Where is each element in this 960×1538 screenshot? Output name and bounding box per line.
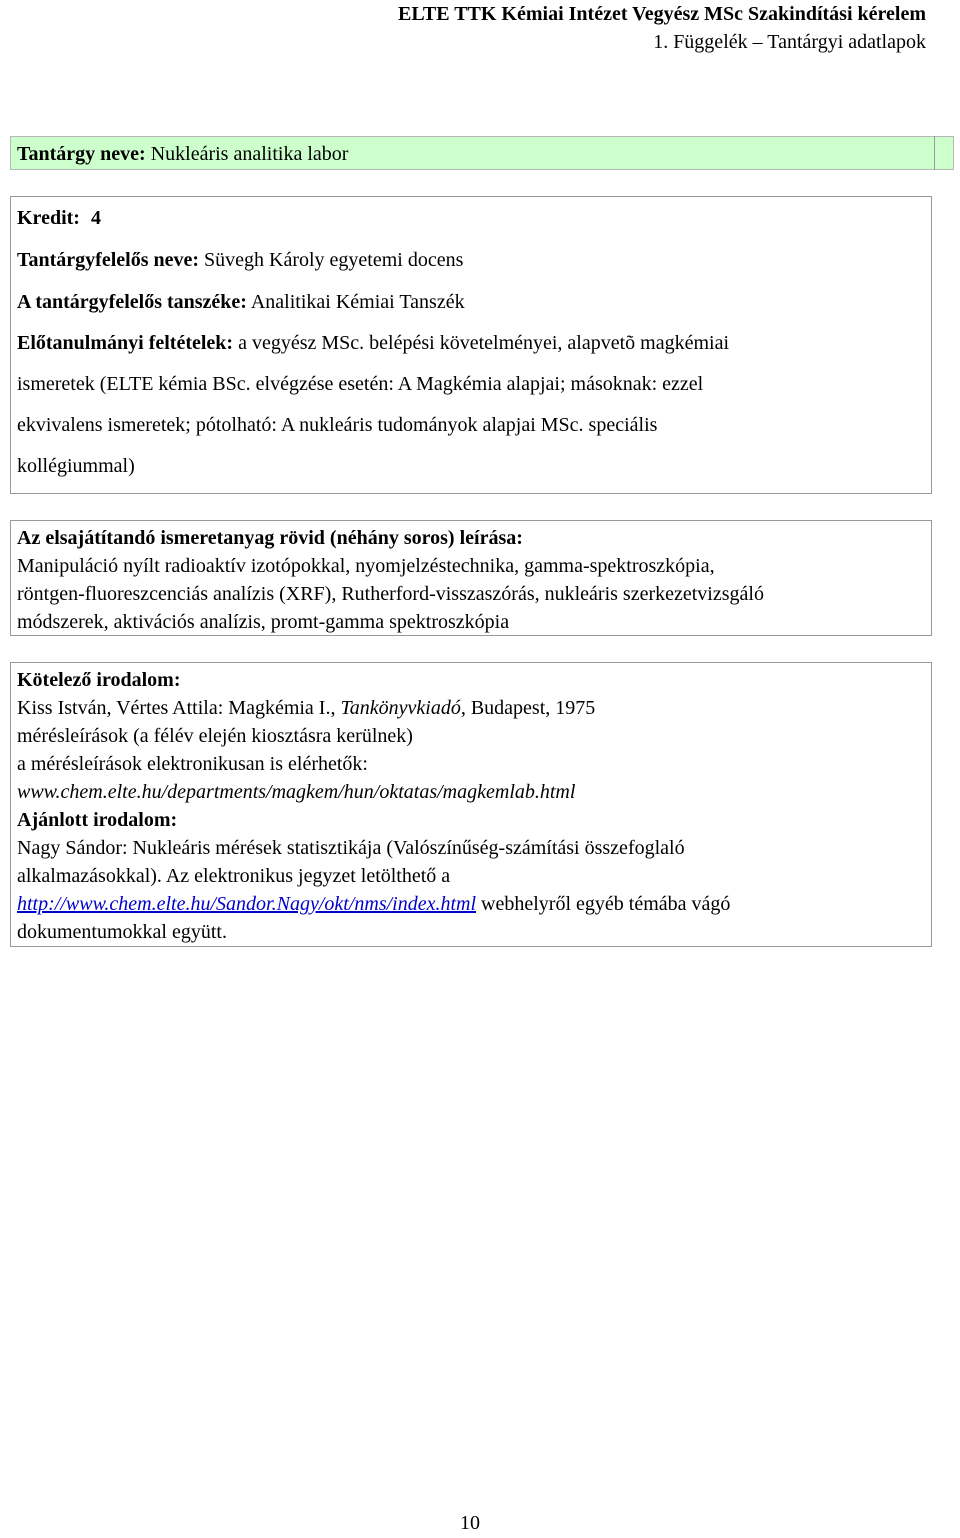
required-item-url: www.chem.elte.hu/departments/magkem/hun/oktatas/magkemlab.html	[17, 781, 576, 803]
recommended-item-3-rest: webhelyről egyéb témába vágó	[476, 893, 731, 915]
prereq-label: Előtanulmányi feltételek:	[17, 332, 234, 354]
required-item-1-rest: , Budapest, 1975	[460, 697, 596, 719]
required-item-1-authors: Kiss István, Vértes Attila: Magkémia I.,	[17, 697, 336, 719]
recommended-item-4: dokumentumokkal együtt.	[17, 921, 227, 943]
prereq-line-3: ekvivalens ismeretek; pótolható: A nukleáris tudományok alapjai MSc. speciális	[17, 414, 658, 436]
description-heading: Az elsajátítandó ismeretanyag rövid (néhány soros) leírása:	[17, 527, 523, 549]
prereq-line-1: a vegyész MSc. belépési követelményei, alapvetõ magkémiai	[238, 332, 730, 354]
description-line-2: röntgen-fluoreszcenciás analízis (XRF), Rutherford-visszaszórás, nukleáris szerkezetvizsgáló	[17, 583, 764, 605]
course-info-box	[10, 196, 932, 494]
department-row	[17, 281, 925, 323]
header-subtitle: 1. Függelék – Tantárgyi adatlapok	[653, 31, 926, 53]
responsible-label: Tantárgyfelelős neve:	[17, 249, 200, 271]
header-title: ELTE TTK Kémiai Intézet Vegyész MSc Szakindítási kérelem	[398, 3, 926, 25]
required-literature-heading: Kötelező irodalom:	[17, 669, 181, 691]
required-item-1	[17, 694, 925, 722]
required-item-1-publisher: Tankönyvkiadó	[340, 697, 461, 719]
description-line-3: módszerek, aktivációs analízis, promt-gamma spektroszkópia	[17, 611, 510, 633]
required-item-3: a mérésleírások elektronikusan is elérhetők:	[17, 753, 368, 775]
credit-row	[17, 197, 925, 239]
document-header	[398, 0, 926, 56]
prereq-line-4: kollégiummal)	[17, 455, 135, 477]
responsible-row	[17, 239, 925, 281]
recommended-item-1: Nagy Sándor: Nukleáris mérések statisztikája (Valószínűség-számítási összefoglaló	[17, 837, 685, 859]
department-value: Analitikai Kémiai Tanszék	[250, 291, 465, 313]
page-number: 10	[460, 1512, 480, 1534]
course-name-label: Tantárgy neve:	[17, 143, 146, 165]
prereq-line-2: ismeretek (ELTE kémia BSc. elvégzése esetén: A Magkémia alapjai; másoknak: ezzel	[17, 373, 704, 395]
description-box	[10, 520, 932, 636]
description-line-1: Manipuláció nyílt radioaktív izotópokkal, nyomjelzéstechnika, gamma-spektroszkópia,	[17, 555, 715, 577]
course-title-bar	[10, 136, 954, 170]
sandor-nagy-link[interactable]: http://www.chem.elte.hu/Sandor.Nagy/okt/nms/index.html	[17, 893, 477, 915]
prerequisites	[17, 323, 925, 487]
recommended-item-2: alkalmazásokkal). Az elektronikus jegyzet letölthető a	[17, 865, 451, 887]
course-name-value: Nukleáris analitika labor	[150, 143, 349, 165]
literature-box	[10, 662, 932, 947]
recommended-literature-heading: Ajánlott irodalom:	[17, 809, 178, 831]
title-bar-divider	[934, 136, 935, 170]
credit-value: 4	[90, 207, 101, 229]
required-item-2: mérésleírások (a félév elején kiosztásra kerülnek)	[17, 725, 413, 747]
recommended-item-3	[17, 890, 925, 918]
department-label: A tantárgyfelelős tanszéke:	[17, 291, 247, 313]
credit-label: Kredit:	[17, 207, 80, 229]
responsible-value: Süvegh Károly egyetemi docens	[204, 249, 464, 271]
